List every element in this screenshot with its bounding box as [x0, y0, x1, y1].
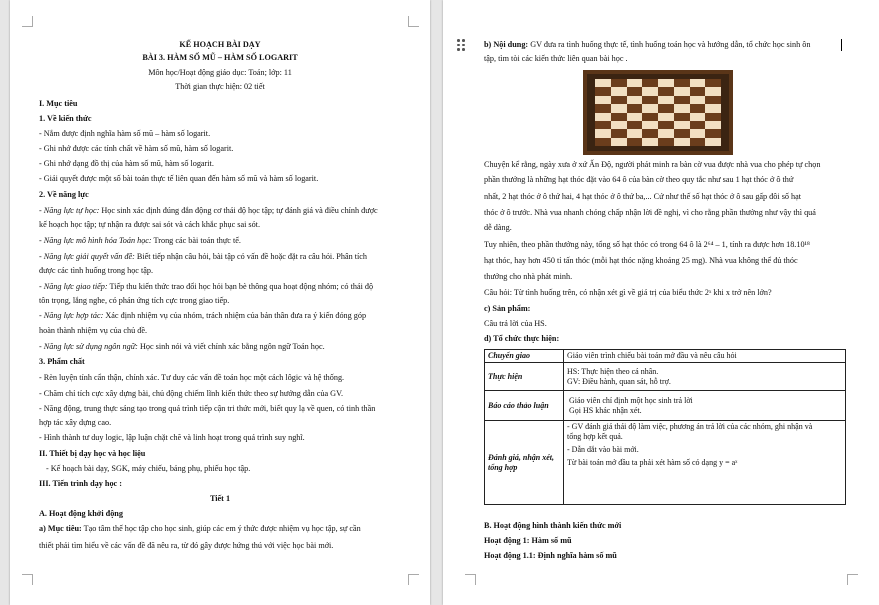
paragraph-line [39, 206, 378, 216]
chessboard-square [705, 104, 721, 112]
cell-line: Giáo viên trình chiếu bài toán mở đầu và nêu câu hỏi [567, 351, 737, 360]
activity-heading: Hoạt động 1.1: Định nghĩa hàm số mũ [484, 551, 617, 560]
activity-heading: B. Hoạt động hình thành kiến thức mới [484, 521, 622, 530]
crop-mark [847, 574, 858, 585]
chessboard-square [705, 138, 721, 146]
chessboard-square [611, 87, 627, 95]
paragraph-line: hợp tác xây dựng cao. [39, 418, 112, 427]
chessboard-square [690, 96, 706, 104]
chessboard-square [642, 104, 658, 112]
chessboard-square [627, 129, 643, 137]
chessboard-square [611, 121, 627, 129]
chessboard-square [627, 121, 643, 129]
inline-label: - Năng lực tự học: [39, 206, 100, 215]
table-cell [564, 421, 846, 505]
paragraph-line: phần thưởng là những hạt thóc đặt vào 64 ô của bàn cờ theo quy tắc như sau 1 hạt thóc ở ô thứ [484, 175, 794, 184]
chessboard-square [595, 121, 611, 129]
chessboard-square [627, 104, 643, 112]
activity-heading: Hoạt động 1: Hàm số mũ [484, 536, 572, 545]
crop-mark [465, 574, 476, 585]
section-heading: III. Tiến trình dạy học : [39, 479, 122, 488]
table-row [485, 421, 846, 505]
chessboard-square [690, 113, 706, 121]
paragraph-line: Chuyện kể rằng, ngày xưa ở xứ Ấn Độ, người phát minh ra bàn cờ vua được nhà vua cho phép tự chọn [484, 160, 821, 169]
organization-table [484, 349, 846, 505]
chessboard-square [690, 121, 706, 129]
chessboard-square [705, 121, 721, 129]
chessboard-square [690, 104, 706, 112]
crop-mark [408, 574, 419, 585]
chessboard-square [642, 121, 658, 129]
inline-text: Học sinh xác định đúng đắn động cơ thái độ học tập; tự đánh giá và điều chỉnh được [99, 206, 378, 215]
chessboard-square [642, 113, 658, 121]
chessboard-square [642, 96, 658, 104]
chessboard-grid [595, 79, 721, 146]
inline-text: Tiếp thu kiến thức trao đổi học hỏi bạn bè thông qua hoạt động nhóm; có thái độ [107, 282, 374, 291]
chessboard-square [705, 87, 721, 95]
chessboard-image [583, 70, 733, 155]
table-cell [564, 363, 846, 391]
paragraph-line: kế hoạch học tập; tự nhận ra được sai sót và cách khắc phục sai sót. [39, 220, 261, 229]
table-row [485, 363, 846, 391]
paragraph-line [39, 236, 241, 246]
time-line: Thời gian thực hiện: 02 tiết [175, 82, 265, 91]
paragraph-line: - Nắm được định nghĩa hàm số mũ – hàm số logarit. [39, 129, 211, 138]
chessboard-square [642, 138, 658, 146]
chessboard-square [658, 129, 674, 137]
drag-handle-icon[interactable] [457, 39, 467, 51]
subsection-heading: d) Tổ chức thực hiện: [484, 334, 560, 343]
chessboard-square [690, 87, 706, 95]
section-heading: I. Mục tiêu [39, 99, 78, 108]
subject-line: Môn học/Hoạt động giáo dục: Toán; lớp: 11 [148, 68, 292, 77]
inline-text: Trong các bài toán thực tế. [151, 236, 241, 245]
paragraph-line: thưởng cho nhà phát minh. [484, 272, 573, 281]
paragraph-line: thiết phải tìm hiểu về các vấn đề đã nêu ra, từ đó gây được hứng thú với việc học bài mới. [39, 541, 334, 550]
paragraph-line: dễ dàng. [484, 223, 512, 232]
cell-line: Giáo viên chỉ định một học sinh trả lời [569, 395, 693, 405]
inline-text: GV đưa ra tình huống thực tế, tình huống toán học và hướng dẫn, tổ chức học sinh ôn [528, 40, 811, 49]
paragraph-line: Tuy nhiên, theo phần thưởng này, tổng số hạt thóc có trong 64 ô là 2⁶⁴ – 1, tính ra được hơn 18.10¹⁸ [484, 240, 810, 249]
paragraph-line [39, 524, 361, 534]
chessboard-square [674, 87, 690, 95]
chessboard-square [611, 138, 627, 146]
paragraph-line: hoàn thành nhiệm vụ của chủ đề. [39, 326, 147, 335]
chessboard-square [674, 104, 690, 112]
cell-line: Gọi HS khác nhận xét. [569, 405, 642, 415]
document-page-left [10, 0, 430, 605]
paragraph-line [39, 311, 366, 321]
chessboard-square [611, 104, 627, 112]
chessboard-square [595, 79, 611, 87]
paragraph-line: Câu hỏi: Từ tình huống trên, có nhận xét gì về giá trị của biểu thức 2ˣ khi x trở nên lớn? [484, 288, 772, 297]
paragraph-line [484, 40, 810, 50]
paragraph-line: - Chăm chỉ tích cực xây dựng bài, chủ động chiếm lĩnh kiến thức theo sự hướng dẫn của GV. [39, 389, 343, 398]
inline-text: Học sinh nói và viết chính xác bằng ngôn ngữ Toán học. [137, 342, 325, 351]
chessboard-square [658, 138, 674, 146]
chessboard-square [595, 96, 611, 104]
document-page-right [443, 0, 879, 605]
paragraph-line: thóc ở ô trước. Nhà vua nhanh chóng chấp nhận lời đề nghị, vì cho rằng phần thưởng như vậy thì quá [484, 208, 816, 217]
chessboard-square [705, 129, 721, 137]
inline-label: a) Mục tiêu: [39, 524, 82, 533]
doc-title: KẾ HOẠCH BÀI DẠY [179, 40, 261, 49]
chessboard-square [595, 129, 611, 137]
subsection-heading: 3. Phẩm chất [39, 357, 85, 366]
paragraph-line: - Hình thành tư duy logic, lập luận chặt chẽ và linh hoạt trong quá trình suy nghĩ. [39, 433, 305, 442]
paragraph-line: tập, tìm tòi các kiến thức liên quan bài học . [484, 54, 628, 63]
inline-label: b) Nội dung: [484, 40, 529, 49]
inline-label: - Năng lực sử dụng ngôn ngữ: [39, 342, 138, 351]
chessboard-square [658, 104, 674, 112]
cell-line: - Dẫn dắt vào bài mới. [567, 445, 639, 454]
table-row [485, 391, 846, 421]
chessboard-square [627, 79, 643, 87]
chessboard-square [674, 96, 690, 104]
paragraph-line: - Ghi nhớ được các tính chất về hàm số mũ, hàm số logarit. [39, 144, 234, 153]
paragraph-line: nhất, 2 hạt thóc ở ô thứ hai, 4 hạt thóc ở ô thứ ba,... Cứ như thế số hạt thóc ở ô sau gấp đôi số hạt [484, 192, 802, 201]
table-row-header: Thực hiện [485, 363, 564, 391]
inline-label: - Năng lực giải quyết vấn đề: [39, 252, 135, 261]
chessboard-square [627, 113, 643, 121]
subsection-heading: 2. Về năng lực [39, 190, 89, 199]
paragraph-line: - Năng động, trung thực sáng tạo trong quá trình tiếp cận tri thức mới, biết quy lạ về quen, có tinh thần [39, 404, 376, 413]
chessboard-square [658, 79, 674, 87]
paragraph-line: - Giải quyết được một số bài toán thực tế liên quan đến hàm số mũ và hàm số logarit. [39, 174, 319, 183]
inline-label: - Năng lực mô hình hóa Toán học: [39, 236, 152, 245]
chessboard-square [674, 129, 690, 137]
table-row-header: Báo cáo thảo luận [485, 391, 564, 421]
paragraph-line [39, 342, 325, 352]
chessboard-square [595, 113, 611, 121]
cell-line: - GV đánh giá thái độ làm việc, phương án trả lời của các nhóm, ghi nhận và [567, 422, 813, 431]
chessboard-square [705, 113, 721, 121]
paragraph-line: tôn trọng, lắng nghe, có phản ứng tích cực trong giao tiếp. [39, 296, 230, 305]
text-cursor [841, 39, 842, 51]
inline-text: Biết tiếp nhận câu hỏi, bài tập có vấn đề hoặc đặt ra câu hỏi. Phân tích [134, 252, 368, 261]
paragraph-line: hạt thóc, hay hơn 450 tỉ tấn thóc (mỗi hạt thóc nặng khoảng 25 mg). Nhà vua không thể đủ thóc [484, 256, 798, 265]
cell-line: tổng hợp kết quả. [567, 432, 623, 441]
table-cell [564, 391, 846, 421]
table-row-header: Đánh giá, nhận xét, tổng hợp [485, 421, 564, 505]
paragraph-line [39, 252, 367, 262]
chessboard-square [658, 96, 674, 104]
chessboard-square [674, 113, 690, 121]
chessboard-square [627, 87, 643, 95]
chessboard-square [690, 138, 706, 146]
crop-mark [22, 16, 33, 27]
chessboard-square [674, 138, 690, 146]
chessboard-square [627, 96, 643, 104]
table-row [485, 350, 846, 363]
inline-label: - Năng lực hợp tác: [39, 311, 104, 320]
crop-mark [22, 574, 33, 585]
chessboard-square [674, 79, 690, 87]
lesson-title: BÀI 3. HÀM SỐ MŨ – HÀM SỐ LOGARIT [142, 53, 298, 62]
paragraph-line: - Rèn luyện tính cẩn thận, chính xác. Tư duy các vấn đề toán học một cách lôgic và hệ thống. [39, 373, 345, 382]
subsection-heading: c) Sản phẩm: [484, 304, 531, 313]
inline-label: - Năng lực giao tiếp: [39, 282, 108, 291]
chessboard-square [658, 121, 674, 129]
chessboard-square [642, 87, 658, 95]
paragraph-line [39, 282, 373, 292]
chessboard-square [611, 129, 627, 137]
chessboard-square [595, 138, 611, 146]
inline-text: Xác định nhiệm vụ của nhóm, trách nhiệm của bản thân đưa ra ý kiến đóng góp [103, 311, 367, 320]
cell-line: HS: Thực hiện theo cá nhân. [567, 366, 659, 376]
chessboard-square [658, 87, 674, 95]
paragraph-line: - Kế hoạch bài dạy, SGK, máy chiếu, bảng phụ, phiếu học tập. [46, 464, 251, 473]
cell-line: Từ bài toán mở đầu ta phải xét hàm số có dạng y = aˣ [567, 458, 738, 467]
chessboard-square [611, 113, 627, 121]
chessboard-square [705, 96, 721, 104]
period-heading: Tiết 1 [209, 494, 231, 503]
table-cell [564, 350, 846, 363]
paragraph-line: được các tình huống trong học tập. [39, 266, 154, 275]
chessboard-square [705, 79, 721, 87]
paragraph-line: Câu trả lời của HS. [484, 319, 547, 328]
subsection-heading: 1. Về kiến thức [39, 114, 92, 123]
chessboard-square [595, 104, 611, 112]
activity-heading: A. Hoạt động khởi động [39, 509, 123, 518]
chessboard-square [611, 79, 627, 87]
chessboard-square [642, 129, 658, 137]
chessboard-square [690, 79, 706, 87]
chessboard-square [642, 79, 658, 87]
chessboard-square [690, 129, 706, 137]
inline-text: Tạo tâm thế học tập cho học sinh, giúp các em ý thức được nhiệm vụ học tập, sự cần [81, 524, 361, 533]
paragraph-line: - Ghi nhớ dạng đồ thị của hàm số mũ, hàm số logarit. [39, 159, 214, 168]
table-row-header: Chuyển giao [485, 350, 564, 363]
chessboard-square [658, 113, 674, 121]
chessboard-square [674, 121, 690, 129]
chessboard-square [611, 96, 627, 104]
chessboard-square [627, 138, 643, 146]
cell-line: GV: Điều hành, quan sát, hỗ trợ. [567, 376, 671, 386]
chessboard-square [595, 87, 611, 95]
section-heading: II. Thiết bị dạy học và học liệu [39, 449, 146, 458]
crop-mark [408, 16, 419, 27]
